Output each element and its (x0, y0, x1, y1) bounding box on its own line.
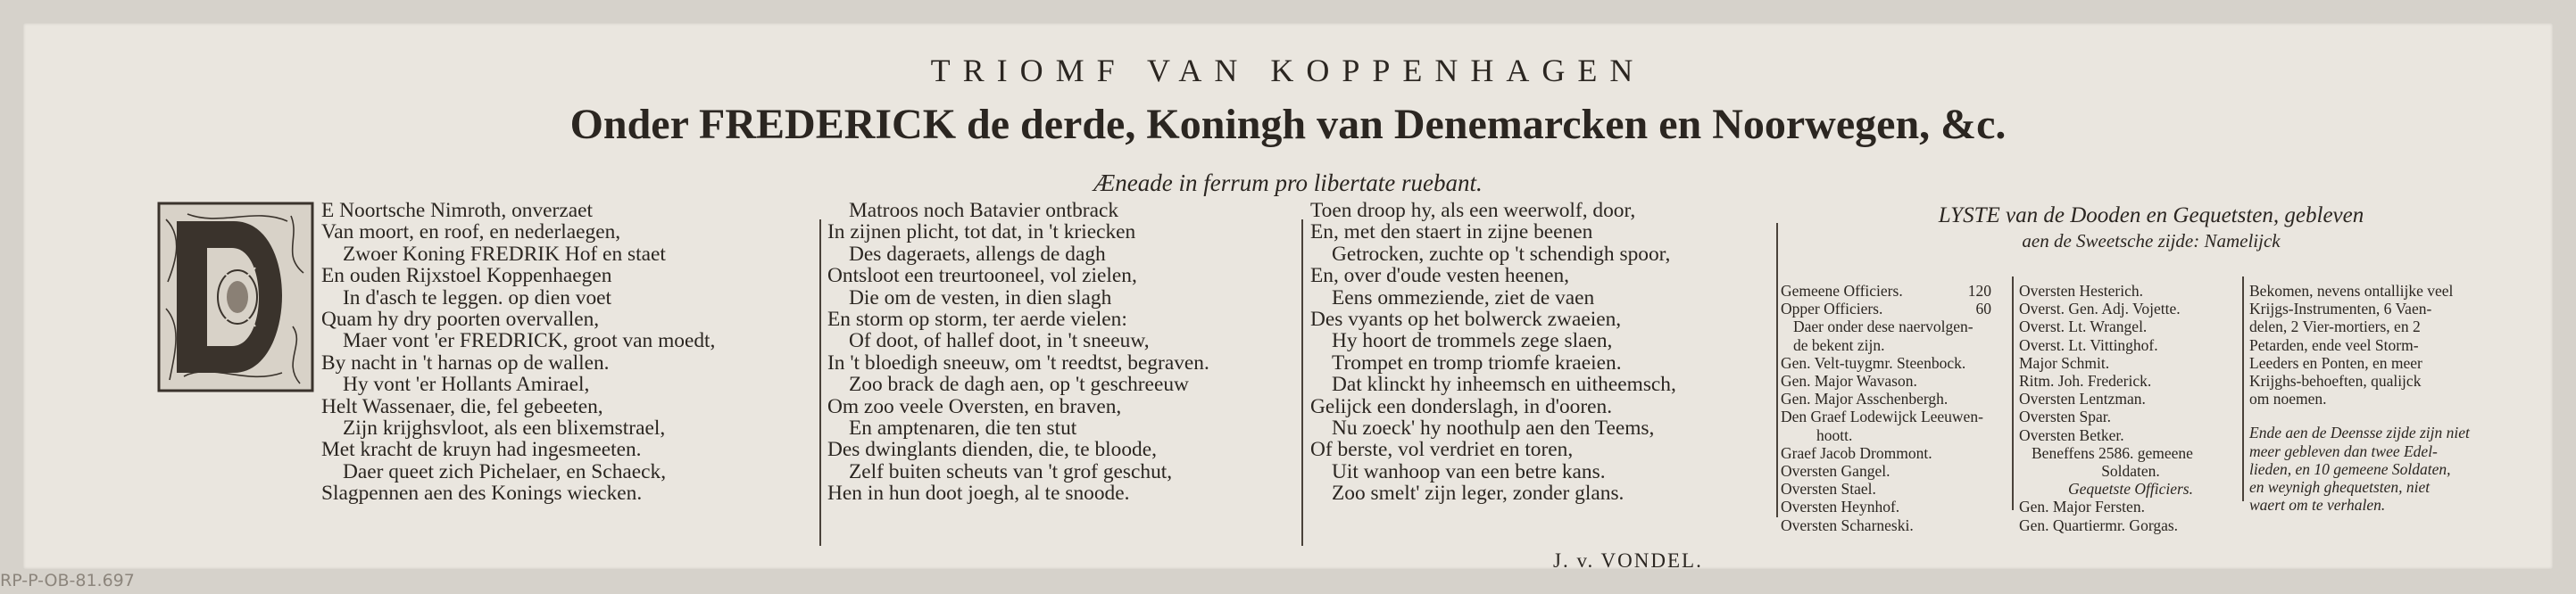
list-item: Oversten Scharneski. (1781, 516, 1914, 534)
poem-line: E Noortsche Nimroth, onverzaet (321, 199, 593, 222)
poem-line: Zoo brack de dagh aen, op 't geschreeuw (849, 373, 1189, 397)
list-item: Oversten Lentzman. (2019, 390, 2146, 408)
poem-column-3 (1310, 200, 1676, 505)
poem-line: Zelf buiten scheuts van 't grof geschut, (849, 459, 1173, 483)
list-line: delen, 2 Vier-mortiers, en 2 (2249, 318, 2421, 336)
poem-line: Des dwinglants dienden, die, te bloode, (827, 438, 1157, 462)
poem-line: Trompet en tromp triomfe kraeien. (1332, 351, 1622, 375)
soldier-total: Beneffens 2586. gemeene (2032, 443, 2193, 462)
poem-line: Zwoer Koning FREDRIK Hof en staet (343, 242, 666, 266)
poem-line: En amptenaren, die ten stut (849, 417, 1077, 441)
gemeene-officers-label: Gemeene Officiers. (1781, 282, 1903, 300)
decorated-initial-d (157, 202, 314, 392)
danish-side-note: waert om te verhalen. (2249, 496, 2386, 515)
poem-line: Slagpennen aen des Konings wiecken. (321, 482, 643, 506)
poem-line: En, over d'oude vesten heenen, (1310, 264, 1569, 288)
soldier-label: Soldaten. (2101, 462, 2160, 481)
list-line: Bekomen, nevens ontallijke veel (2249, 282, 2454, 300)
poem-line: Des dageraets, allengs de dagh (849, 242, 1106, 266)
poem-line: Met kracht de kruyn had ingesmeeten. (321, 438, 642, 462)
casualty-list-column-b (2019, 282, 2242, 534)
poem-line: En storm op storm, ter aerde vielen: (827, 308, 1127, 332)
column-divider (2012, 276, 2014, 510)
list-line: Krijgs-Instrumenten, 6 Vaen- (2249, 300, 2432, 318)
poem-line: Helt Wassenaer, die, fel gebeeten, (321, 394, 603, 418)
poem-line: Hen in hun doot joegh, al te snoode. (827, 482, 1130, 506)
list-line: Krijghs-behoeften, qualijck (2249, 372, 2422, 391)
list-item: Major Schmit. (2019, 353, 2110, 372)
list-item: Oversten Gangel. (1781, 462, 1890, 481)
list-item: Ritm. Joh. Frederick. (2019, 372, 2152, 391)
poem-line: Gelijck een donderslagh, in d'ooren. (1310, 394, 1613, 418)
poem-line: Quam hy dry poorten overvallen, (321, 308, 600, 332)
poem-line: Ontsloot een treurtooneel, vol zielen, (827, 264, 1137, 288)
list-item: hoott. (1816, 425, 1853, 444)
opper-officers-label: Opper Officiers. (1781, 300, 1883, 318)
poem-line: Hy hoort de trommels zege slaen, (1332, 329, 1613, 353)
list-item: Den Graef Lodewijck Leeuwen- (1781, 408, 1983, 426)
list-item: Gen. Major Asschenbergh. (1781, 390, 1949, 408)
list-subtitle: aen de Sweetsche zijde: Namelijck (2022, 230, 2281, 252)
poem-line: En, met den staert in zijne beenen (1310, 220, 1593, 244)
list-item: Oversten Heynhof. (1781, 498, 1900, 516)
poem-line: Des vyants op het bolwerck zwaeien, (1310, 308, 1622, 332)
poem-line: Die om de vesten, in dien slagh (849, 285, 1112, 309)
poem-line: Of doot, of hallef doot, in 't sneeuw, (849, 329, 1150, 353)
poem-line: Daer queet zich Pichelaer, en Schaeck, (343, 459, 667, 483)
list-item: Gen. Quartiermr. Gorgas. (2019, 516, 2179, 534)
poem-line: Dat klinckt hy inheemsch en uitheemsch, (1332, 373, 1676, 397)
poem-column-1 (321, 200, 715, 505)
danish-side-note: lieden, en 10 gemeene Soldaten, (2249, 459, 2451, 478)
casualty-list-column-a (1781, 282, 1991, 534)
list-line: Petarden, ende veel Storm- (2249, 335, 2419, 354)
poem-line: Getrocken, zuchte op 't schendigh spoor, (1332, 242, 1671, 266)
column-divider (2242, 276, 2244, 501)
list-item: Overst. Lt. Wrangel. (2019, 318, 2148, 336)
poem-line: Om zoo veele Oversten, en braven, (827, 394, 1122, 418)
poem-line: Toen droop hy, als een weerwolf, door, (1310, 199, 1636, 222)
main-title: TRIOMF VAN KOPPENHAGEN (930, 53, 1646, 88)
column-divider (1776, 223, 1778, 517)
list-title: LYSTE van de Dooden en Gequetsten, gebleven (1938, 203, 2364, 227)
opper-officers-count: 60 (1975, 300, 1991, 318)
list-item: Gen. Major Wavason. (1781, 372, 1917, 391)
poem-line: Nu zoeck' hy noothulp aen den Teems, (1332, 417, 1655, 441)
list-item: Oversten Spar. (2019, 408, 2112, 426)
list-item: Oversten Betker. (2019, 425, 2124, 444)
poem-column-2 (827, 200, 1209, 505)
danish-side-note: meer gebleven dan twee Edel- (2249, 441, 2438, 460)
gemeene-officers-count: 120 (1967, 282, 1991, 300)
list-item: Gen. Major Fersten. (2019, 498, 2145, 516)
list-line: om noemen. (2249, 390, 2327, 408)
column-divider (1301, 219, 1303, 546)
list-row (1781, 300, 1991, 318)
poem-line: Maer vont 'er FREDRICK, groot van moedt, (343, 329, 716, 353)
author-signature: J. v. VONDEL. (1553, 549, 1703, 572)
wounded-heading: Gequetste Officiers. (2068, 480, 2193, 499)
list-item: Overst. Gen. Adj. Vojette. (2019, 300, 2181, 318)
poem-line: Zoo smelt' zijn leger, zonder glans. (1332, 482, 1625, 506)
poem-line: In zijnen plicht, tot dat, in 't kriecken (827, 220, 1136, 244)
list-line: Leeders en Ponten, en meer (2249, 353, 2422, 372)
poem-line: Of berste, vol verdriet en toren, (1310, 438, 1574, 462)
motto: Æneade in ferrum pro libertate ruebant. (1093, 169, 1483, 196)
danish-side-note: Ende aen de Deensse zijde zijn niet (2249, 424, 2470, 442)
danish-side-note: en weynigh ghequetsten, niet (2249, 478, 2431, 497)
list-item: Oversten Stael. (1781, 480, 1876, 499)
subtitle: Onder FREDERICK de derde, Koningh van Denemarcken en Noorwegen, &c. (569, 101, 2007, 148)
poem-line: Van moort, en roof, en nederlaegen, (321, 220, 621, 244)
column-divider (819, 219, 821, 546)
list-row (1781, 282, 1991, 300)
poem-line: Zijn krijghsvloot, als een blixemstrael, (343, 417, 666, 441)
poem-line: En ouden Rijxstoel Koppenhaegen (321, 264, 612, 288)
list-item: Oversten Hesterich. (2019, 282, 2143, 300)
catalog-number: RP-P-OB-81.697 (0, 571, 135, 590)
list-item: Graef Jacob Drommont. (1781, 443, 1932, 462)
list-note: de bekent zijn. (1793, 335, 1885, 354)
list-item: Gen. Velt-tuygmr. Steenbock. (1781, 353, 1966, 372)
casualty-list-column-c (2249, 282, 2526, 514)
poem-line: Eens ommeziende, ziet de vaen (1332, 285, 1595, 309)
poem-line: Uit wanhoop van een betre kans. (1332, 459, 1606, 483)
poem-line: Hy vont 'er Hollants Amirael, (343, 373, 590, 397)
poem-line: In d'asch te leggen. op dien voet (343, 285, 612, 309)
list-item: Overst. Lt. Vittinghof. (2019, 335, 2158, 354)
list-note: Daer onder dese naervolgen- (1793, 318, 1974, 336)
poem-line: Matroos noch Batavier ontbrack (849, 199, 1119, 222)
poem-line: By nacht in 't harnas op de wallen. (321, 351, 610, 375)
poem-line: In 't bloedigh sneeuw, om 't reedtst, begraven. (827, 351, 1209, 375)
